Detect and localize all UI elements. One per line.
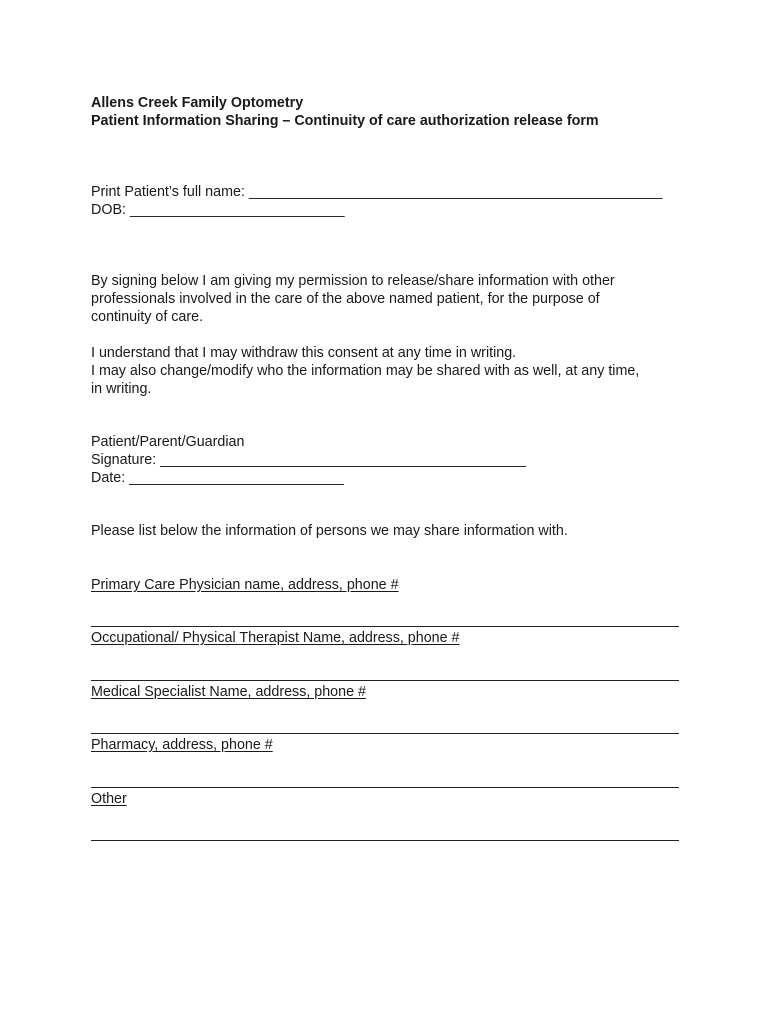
signature-date-field[interactable]: Date: ___________________________ (91, 470, 344, 486)
consent-text-line: I may also change/modify who the information may be shared with as well, at any time, (91, 363, 640, 379)
signature-field[interactable]: Signature: ______________________________________________ (91, 452, 526, 468)
therapist-entry-line[interactable] (91, 680, 679, 681)
share-list-intro: Please list below the information of persons we may share information with. (91, 523, 568, 539)
pharmacy-entry-line[interactable] (91, 787, 679, 788)
practice-name: Allens Creek Family Optometry (91, 95, 304, 111)
patient-name-field[interactable]: Print Patient’s full name: ____________________________________________________ (91, 184, 663, 200)
specialist-field-label: Medical Specialist Name, address, phone # (91, 684, 366, 700)
pcp-field-label: Primary Care Physician name, address, phone # (91, 577, 399, 593)
other-field-label: Other (91, 791, 127, 807)
consent-text-line: professionals involved in the care of the above named patient, for the purpose of (91, 291, 600, 307)
specialist-entry-line[interactable] (91, 733, 679, 734)
other-entry-line[interactable] (91, 840, 679, 841)
signer-role-label: Patient/Parent/Guardian (91, 434, 245, 450)
consent-text-line: in writing. (91, 381, 152, 397)
patient-dob-field[interactable]: DOB: ___________________________ (91, 202, 345, 218)
consent-text-line: I understand that I may withdraw this consent at any time in writing. (91, 345, 517, 361)
form-title: Patient Information Sharing – Continuity of care authorization release form (91, 113, 599, 129)
therapist-field-label: Occupational/ Physical Therapist Name, address, phone # (91, 630, 460, 646)
pcp-entry-line[interactable] (91, 626, 679, 627)
pharmacy-field-label: Pharmacy, address, phone # (91, 737, 273, 753)
consent-text-line: By signing below I am giving my permission to release/share information with other (91, 273, 615, 289)
consent-text-line: continuity of care. (91, 309, 204, 325)
